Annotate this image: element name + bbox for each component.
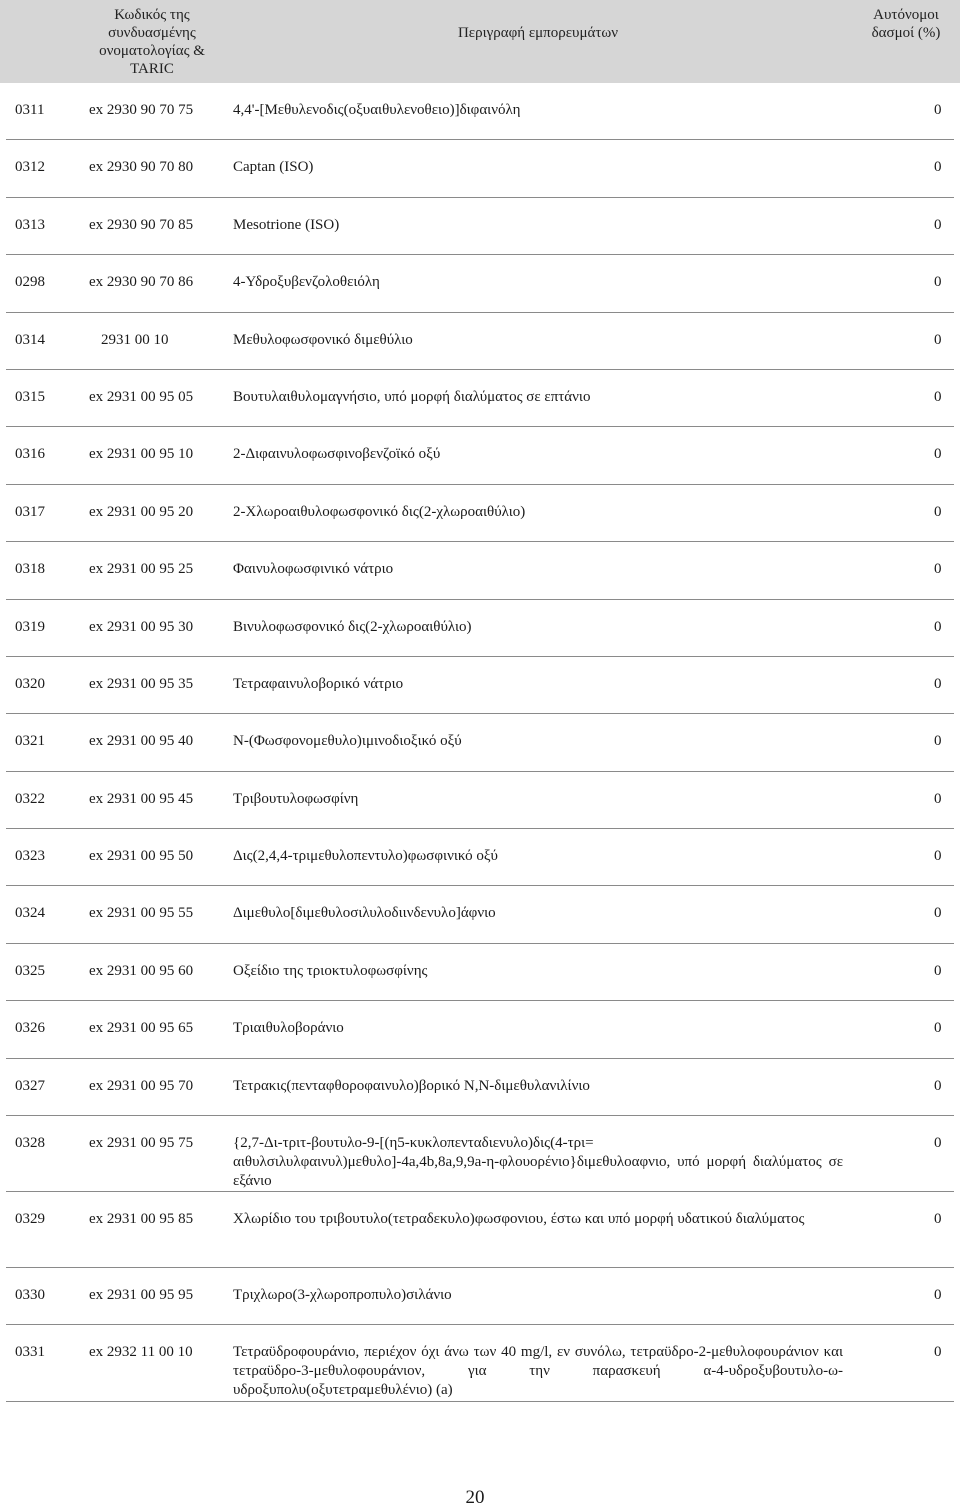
row-cn-code: ex 2930 90 70 86 [89,274,194,291]
table-row [6,1059,954,1116]
row-description: N-(Φωσφονομεθυλο)ιμινοδιοξικό οξύ [233,733,462,750]
row-cn-code: ex 2931 00 95 25 [89,561,194,578]
row-description: Χλωρίδιο του τριβουτυλο(τετραδεκυλο)φωσφονιου, έστω και υπό μορφή υδατικού διαλύματος [233,1211,805,1228]
row-description: 4-Υδροξυβενζολοθειόλη [233,274,380,291]
row-description: Τριαιθυλοβοράνιο [233,1020,344,1037]
row-duty-rate: 0 [934,331,942,348]
table-row [6,1001,954,1058]
page-number: 20 [465,1487,485,1508]
row-cn-code: ex 2931 00 95 05 [89,388,194,405]
row-cn-code: ex 2931 00 95 75 [89,1135,194,1152]
row-description: Τριβουτυλοφωσφίνη [233,790,359,807]
row-description: Οξείδιο της τριοκτυλοφωσφίνης [233,962,428,979]
row-duty-rate: 0 [934,1135,942,1152]
header-code-line: Κωδικός της [114,7,190,23]
table-row [6,370,954,427]
table-row [6,313,954,370]
row-duty-rate: 0 [934,102,942,118]
table-row [6,772,954,829]
table-row [6,1192,954,1268]
row-number: 0312 [15,159,45,176]
row-number: 0322 [15,790,45,807]
table-row [6,83,954,140]
table-row [6,657,954,714]
row-number: 0328 [15,1135,45,1152]
row-cn-code: ex 2931 00 95 50 [89,848,194,865]
row-duty-rate: 0 [934,388,942,405]
header-rate-column [852,6,960,42]
table-row [6,1116,954,1192]
row-description: 2-Διφαινυλοφωσφινοβενζοϊκό οξύ [233,446,441,463]
table-row [6,485,954,542]
row-number: 0326 [15,1020,45,1037]
row-cn-code: ex 2930 90 70 85 [89,216,194,233]
table-row [6,714,954,771]
table-row [6,427,954,484]
row-duty-rate: 0 [934,733,942,750]
row-number: 0320 [15,675,45,692]
row-number: 0327 [15,1077,45,1094]
table-row [6,1268,954,1325]
header-code-line: ονοματολογίας & [99,43,205,59]
table-row [6,829,954,886]
row-description: Μεθυλοφωσφονικό διμεθύλιο [233,331,413,348]
table-row [6,600,954,657]
row-description: 4,4'-[Μεθυλενοδις(οξυαιθυλενοθειο)]διφαινόλη [233,102,521,118]
row-description: Διμεθυλο[διμεθυλοσιλυλοδιινδενυλο]άφνιο [233,905,496,922]
row-duty-rate: 0 [934,561,942,578]
row-description: Mesotrione (ISO) [233,216,340,233]
header-code-line: TARIC [130,61,174,77]
row-duty-rate: 0 [934,1077,942,1094]
row-duty-rate: 0 [934,1287,942,1304]
row-description: Φαινυλοφωσφινικό νάτριο [233,561,394,578]
row-cn-code: ex 2931 00 95 70 [89,1077,194,1094]
table-row [6,140,954,197]
header-rate-line: Αυτόνομοι [873,7,939,23]
row-number: 0311 [15,102,45,118]
row-number: 0323 [15,848,45,865]
table-row [6,255,954,312]
row-description: Captan (ISO) [233,159,314,176]
table-row [6,1325,954,1402]
row-number: 0321 [15,733,45,750]
table-row [6,886,954,943]
row-number: 0298 [15,274,45,291]
table-header [0,0,960,83]
row-duty-rate: 0 [934,216,942,233]
row-cn-code: ex 2931 00 95 40 [89,733,194,750]
row-cn-code: ex 2931 00 95 20 [89,503,194,520]
row-description: Τριχλωρο(3-χλωροπροπυλο)σιλάνιο [233,1287,452,1304]
row-duty-rate: 0 [934,848,942,865]
row-number: 0318 [15,561,45,578]
row-description: 2-Χλωροαιθυλοφωσφονικό δις(2-χλωροαιθύλιο) [233,503,526,520]
row-duty-rate: 0 [934,790,942,807]
row-number: 0317 [15,503,45,520]
row-duty-rate: 0 [934,905,942,922]
row-number: 0315 [15,388,45,405]
row-description: Τετραϋδροφουράνιο, περιέχον όχι άνω των 40 mg/l, εν συνόλω, τετραϋδρο-2-μεθυλοφουράνιον και τετραϋδρο-3-μεθυλοφουράνιον, για την παρασκευή α-4-υδροξυβουτυλο-ω-υδροξυπολυ(οξυτετραμεθυλένιο) (a) [233,1344,843,1399]
row-number: 0313 [15,216,45,233]
tariff-table-body [6,83,954,1402]
header-code-column [84,6,220,78]
row-number: 0325 [15,962,45,979]
row-cn-code: ex 2931 00 95 95 [89,1287,194,1304]
row-cn-code: 2931 00 10 [101,331,169,348]
table-row [6,198,954,255]
row-duty-rate: 0 [934,446,942,463]
row-description: Τετραφαινυλοβορικό νάτριο [233,675,404,692]
row-cn-code: ex 2931 00 95 55 [89,905,194,922]
row-number: 0319 [15,618,45,635]
row-cn-code: ex 2931 00 95 65 [89,1020,194,1037]
row-number: 0314 [15,331,45,348]
row-duty-rate: 0 [934,962,942,979]
row-cn-code: ex 2932 11 00 10 [89,1344,193,1361]
row-number: 0324 [15,905,45,922]
row-duty-rate: 0 [934,1344,942,1361]
row-cn-code: ex 2931 00 95 35 [89,675,194,692]
row-description: Τετρακις(πενταφθοροφαινυλο)βορικό N,N-διμεθυλανιλίνιο [233,1077,590,1094]
header-code-line: συνδυασμένης [108,25,196,41]
row-cn-code: ex 2931 00 95 85 [89,1211,194,1228]
row-description: Βινυλοφωσφονικό δις(2-χλωροαιθύλιο) [233,618,472,635]
row-number: 0331 [15,1344,45,1361]
row-description: Βουτυλαιθυλομαγνήσιο, υπό μορφή διαλύματος σε επτάνιο [233,388,591,405]
row-number: 0316 [15,446,45,463]
header-rate-line: δασμοί (%) [871,25,941,41]
row-cn-code: ex 2931 00 95 45 [89,790,194,807]
row-description: {2,7-Δι-τριτ-βουτυλο-9-[(η5-κυκλοπενταδιενυλο)δις(4-τρι= αιθυλσιλυλφαινυλ)μεθυλο]-4a,4b,8a,9,9a-η-φλουορένιο}διμεθυλοαφνιο, υπό μορφή διαλύματος σε εξάνιο [233,1135,843,1190]
row-duty-rate: 0 [934,159,942,176]
header-description-column: Περιγραφή εμπορευμάτων [457,25,619,41]
row-description: Δις(2,4,4-τριμεθυλοπεντυλο)φωσφινικό οξύ [233,848,498,865]
row-number: 0329 [15,1211,45,1228]
row-duty-rate: 0 [934,1020,942,1037]
row-duty-rate: 0 [934,618,942,635]
row-cn-code: ex 2931 00 95 60 [89,962,194,979]
row-duty-rate: 0 [934,503,942,520]
row-cn-code: ex 2930 90 70 75 [89,102,194,118]
row-cn-code: ex 2931 00 95 30 [89,618,194,635]
table-row [6,944,954,1001]
table-row [6,542,954,599]
row-number: 0330 [15,1287,45,1304]
row-cn-code: ex 2930 90 70 80 [89,159,194,176]
row-duty-rate: 0 [934,274,942,291]
row-duty-rate: 0 [934,675,942,692]
row-cn-code: ex 2931 00 95 10 [89,446,194,463]
row-duty-rate: 0 [934,1211,942,1228]
